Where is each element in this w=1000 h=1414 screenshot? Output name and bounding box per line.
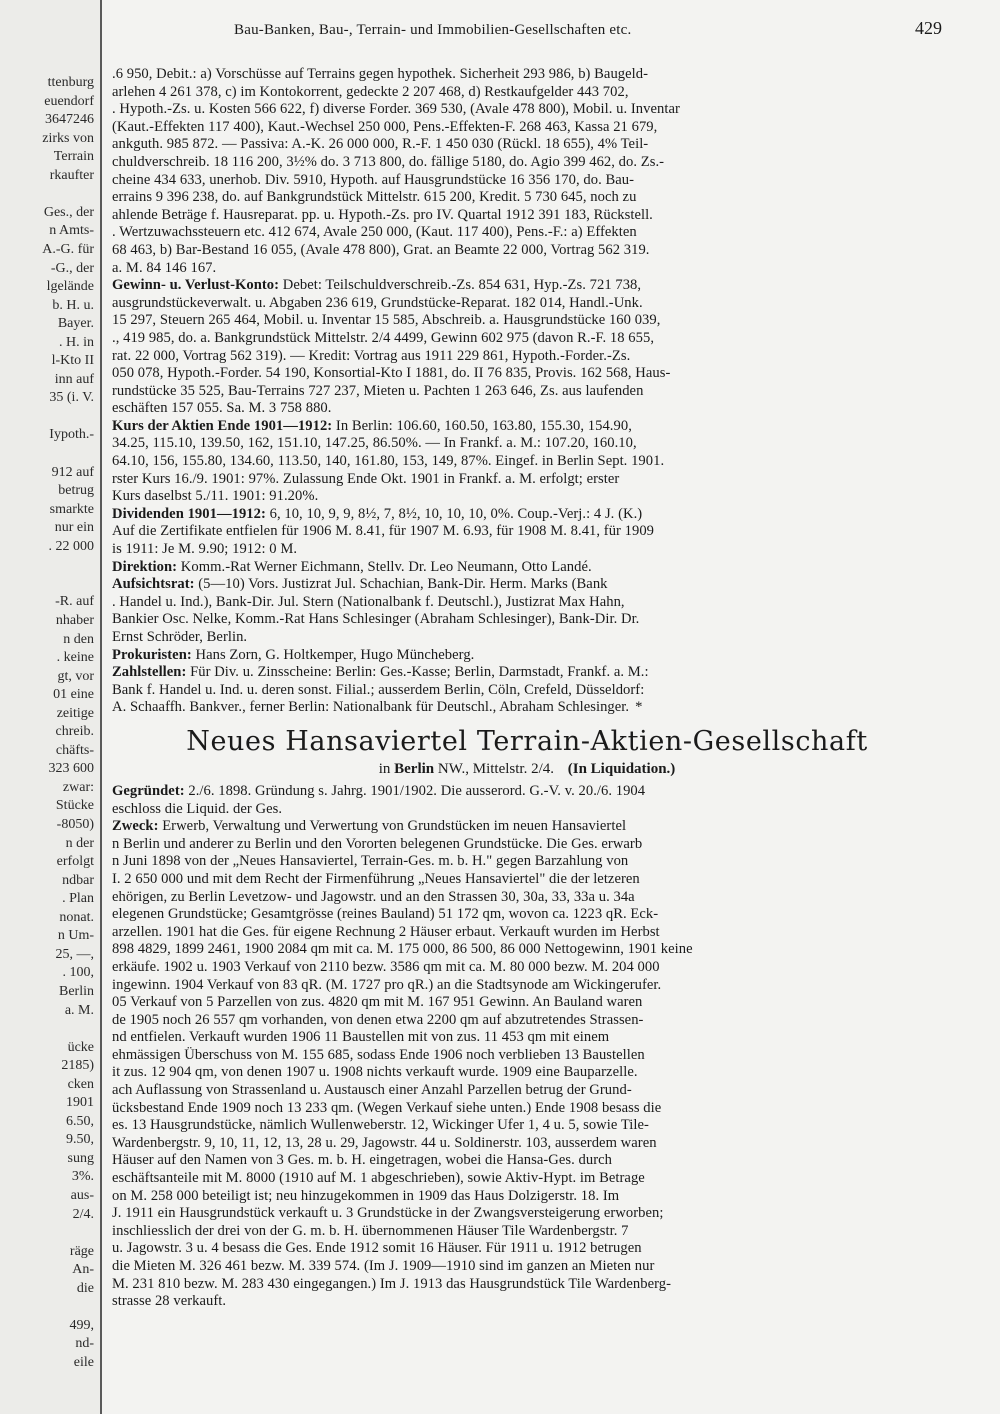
gutter-line: nur ein: [54, 520, 94, 536]
page-number: 429: [915, 18, 942, 38]
text-line: Kurs der Aktien Ende 1901—1912: In Berlin: 106.60, 160.50, 163.80, 155.30, 154.90,: [112, 417, 632, 434]
text-line: . Handel u. Ind.), Bank-Dir. Jul. Stern (Nationalbank f. Deutschl.), Justizrat Max Hahn,: [112, 593, 625, 610]
text-line: 898 4829, 1899 2461, 1900 2084 qm mit ca. M. 175 000, 86 500, 86 000 Nettogewinn, 1901 keine: [112, 941, 693, 958]
gutter-line: cken: [67, 1076, 94, 1092]
gutter-line: 499,: [69, 1317, 94, 1333]
text-line: errains 9 396 238, do. auf Bankgrundstück Mittelstr. 615 200, Kredit. 5 730 645, noch zu: [112, 189, 637, 206]
gutter-line: 35 (i. V.: [49, 390, 94, 406]
text-line: A. Schaaffh. Bankver., ferner Berlin: Nationalbank für Deutschl., Abraham Schlesinger. *: [112, 699, 643, 716]
text-line: 050 078, Hypoth.-Forder. 54 190, Konsortial-Kto I 1881, do. II 76 835, Provis. 162 568, Haus-: [112, 365, 671, 382]
gutter-line: Ges., der: [43, 204, 94, 220]
company-subheading: [112, 759, 942, 779]
gutter-line: chäfts-: [55, 742, 94, 758]
text-line: 15 297, Steuern 265 464, Mobil. u. Inventar 15 585, Abschreib. a. Hausgrundstücke 160 039,: [112, 312, 661, 329]
gutter-line: l-Kto II: [51, 353, 94, 369]
text-line: strasse 28 verkauft.: [112, 1293, 227, 1310]
text-line: n Juni 1898 von der „Neues Hansaviertel, Terrain-Ges. m. b. H." gegen Barzahlung von: [112, 853, 629, 870]
gutter-line: . H. in: [59, 334, 94, 350]
left-column-fragment: [0, 0, 102, 1414]
gutter-line: 6.50,: [66, 1113, 94, 1129]
text-line: die Mieten M. 326 461 bezw. M. 339 574. (Im J. 1909—1910 sind im ganzen an Mieten nur: [112, 1258, 655, 1274]
end-mark: *: [635, 699, 643, 716]
gutter-line: b. H. u.: [52, 297, 94, 313]
text-line: nd entfielen. Verkauft wurden 1906 11 Baustellen mit von zus. 11 453 qm mit einem: [112, 1029, 610, 1046]
text-line: Bankier Osc. Nelke, Komm.-Rat Hans Schlesinger (Abraham Schlesinger), Bank-Dir. Dr.: [112, 611, 640, 628]
text-line: .6 950, Debit.: a) Vorschüsse auf Terrains gegen hypothek. Sicherheit 293 986, b) Baugeld-: [112, 66, 649, 82]
text-line: Aufsichtsrat: (5—10) Vors. Justizrat Jul. Schachian, Bank-Dir. Herm. Marks (Bank: [112, 576, 608, 593]
gutter-line: . keine: [56, 650, 94, 666]
gutter-line: An-: [72, 1262, 94, 1278]
text-line: . Wertzuwachssteuern etc. 412 674, Avale 250 000, (Kaut. 117 400), Pens.-F.: a) Effekten: [112, 224, 637, 241]
text-line: I. 2 650 000 und mit dem Recht der Firmenführung „Neues Hansaviertel" die der letzeren: [112, 870, 640, 887]
gutter-line: lgelände: [46, 279, 94, 295]
location-address: NW., Mittelstr. 2/4.: [437, 760, 554, 777]
gutter-line: zirks von: [42, 130, 94, 146]
text-line: . Hypoth.-Zs. u. Kosten 566 622, f) diverse Forder. 369 530, (Avale 478 800), Mobil. u. Inventar: [112, 101, 680, 118]
gutter-line: -8050): [56, 817, 94, 832]
text-line: elegenen Grundstücke; Gesamtgrösse (reines Bauland) 51 172 qm, wovon ca. 1223 qR. Eck-: [112, 906, 659, 923]
gutter-line: erfolgt: [56, 854, 94, 870]
text-line: Häuser auf den Namen von 3 Ges. m. b. H. eingetragen, wobei die Hansa-Ges. durch: [112, 1152, 613, 1169]
previous-company-section: [112, 66, 942, 717]
text-line: Auf die Zertifikate entfielen für 1906 M. 8.41, für 1907 M. 6.93, für 1908 M. 8.41, für 1909: [112, 523, 655, 540]
text-line: a. M. 84 146 167.: [112, 259, 217, 276]
gutter-line: n der: [65, 835, 94, 851]
text-line: ausgrundstückeverwalt. u. Abgaben 236 619, Grundstücke-Reparat. 182 014, Handl.-Unk.: [112, 294, 643, 311]
text-line: rundstücke 35 525, Bau-Terrains 727 237, Mieten u. Pachten 1 263 646, Zs. aus laufenden: [112, 382, 644, 399]
text-line: Bank f. Handel u. Ind. u. deren sonst. Filial.; ausserdem Berlin, Cöln, Crefeld, Düsseldorf:: [112, 681, 645, 698]
text-line: n Berlin und anderer zu Berlin und den Vororten belegenen Grundstücke. Die Ges. erwarb: [112, 835, 643, 852]
gutter-line: Stücke: [55, 798, 94, 814]
gutter-line: ücke: [67, 1039, 94, 1055]
text-line: arzellen. 1901 hat die Ges. für eigene Rechnung 2 Häuser erbaut. Verkauft wurden im Herbst: [112, 923, 660, 940]
text-line: ehörigen, zu Berlin Levetzow- und Jagowstr. und an den Strassen 30, 30a, 33, 33a u. 34a: [112, 888, 635, 905]
text-line: ücksbestand Ende 1909 noch 13 233 qm. (Wegen Verkauf siehe unten.) Ende 1908 besass die: [112, 1099, 662, 1116]
text-line: 34.25, 115.10, 139.50, 162, 151.10, 147.25, 86.50%. — In Frankf. a. M.: 107.20, 160.10,: [112, 435, 637, 452]
gutter-line: sung: [67, 1150, 94, 1166]
text-line: Direktion: Komm.-Rat Werner Eichmann, Stellv. Dr. Leo Neumann, Otto Landé.: [112, 558, 592, 575]
gutter-line: Terrain: [53, 149, 94, 165]
gutter-line: 1901: [66, 1095, 94, 1111]
company-section: [112, 783, 942, 1311]
gutter-line: n Amts-: [49, 223, 94, 239]
location-city: Berlin: [394, 760, 435, 777]
text-line: ehmässigen Überschuss von M. 155 685, sodass Ende 1906 noch verblieben 13 Baustellen: [112, 1046, 645, 1063]
text-line: Gegründet: 2./6. 1898. Gründung s. Jahrg. 1901/1902. Die ausserord. G.-V. v. 20./6. 1904: [112, 782, 646, 799]
text-line: eschloss die Liquid. der Ges.: [112, 800, 283, 817]
text-line: rster Kurs 16./9. 1901: 97%. Zulassung Ende Okt. 1901 in Frankf. a. M. erfolgt; erster: [112, 470, 620, 487]
company-heading: Neues Hansaviertel Terrain-Aktien-Gesellschaft: [186, 725, 868, 757]
header-title: Bau-Banken, Bau-, Terrain- und Immobilien-Gesellschaften etc.: [234, 22, 632, 38]
text-line: J. 1911 ein Hausgrundstück verkauft u. 3 Grundstücke in der Zwangsversteigerung erworben;: [112, 1205, 664, 1222]
text-line: 68 463, b) Bar-Bestand 16 055, (Avale 478 800), Grat. an Beamte 22 000, Vortrag 562 319.: [112, 241, 650, 258]
gutter-line: 2/4.: [72, 1206, 94, 1222]
gutter-line: Bayer.: [57, 316, 94, 332]
text-line: Zweck: Erwerb, Verwaltung und Verwertung von Grundstücken im neuen Hansaviertel: [112, 818, 627, 835]
gutter-line: -G., der: [50, 260, 94, 276]
text-line: 64.10, 156, 155.80, 134.60, 113.50, 140, 161.80, 153, 149, 87%. Eingef. in Berlin Sept. 1901.: [112, 453, 665, 470]
text-line: ingewinn. 1904 Verkauf von 83 qR. (M. 1727 pro qR.) an die Stadtsynode am Wickingerufer.: [112, 976, 662, 993]
gutter-line: Iypoth.-: [49, 427, 94, 443]
text-line: 05 Verkauf von 5 Parzellen von zus. 4820 qm mit M. 167 951 Gewinn. An Bauland waren: [112, 994, 643, 1011]
text-line: de 1905 noch 26 557 qm vorhanden, von denen etwa 2200 qm auf abzutretendes Strassen-: [112, 1011, 644, 1028]
running-header: [112, 18, 942, 46]
text-line: it zus. 12 904 qm, von denen 1907 u. 1908 nichts verkauft wurde. 1909 eine Bauparzelle.: [112, 1064, 638, 1081]
text-line: chuldverschreib. 18 116 200, 3½% do. 3 713 800, do. fällige 5180, do. Agio 399 462, do. Zs.-: [112, 153, 665, 170]
text-line: M. 231 810 bezw. M. 283 430 eingegangen.) Im J. 1913 das Hausgrundstück Tile Wardenberg-: [112, 1275, 672, 1292]
text-line: ahlende Beträge f. Hausreparat. pp. u. Hypoth.-Zs. pro IV. Quartal 1912 391 183, Rückstell.: [112, 206, 653, 223]
gutter-line: betrug: [58, 483, 94, 499]
gutter-line: 01 eine: [53, 687, 94, 703]
gutter-line: 323 600: [48, 761, 94, 777]
gutter-line: 2185): [61, 1058, 94, 1074]
gutter-line: chreib.: [55, 724, 94, 740]
gutter-line: euendorf: [44, 93, 94, 109]
gutter-line: . 100,: [62, 965, 94, 981]
gutter-line: 9.50,: [66, 1132, 94, 1148]
gutter-line: ttenburg: [47, 75, 94, 90]
gutter-line: zeitige: [56, 705, 94, 721]
gutter-line: . Plan: [62, 891, 94, 907]
text-line: Prokuristen: Hans Zorn, G. Holtkemper, Hugo Müncheberg.: [112, 646, 475, 663]
gutter-line: nd-: [75, 1336, 94, 1352]
gutter-line: n den: [63, 631, 94, 647]
text-line: Dividenden 1901—1912: 6, 10, 10, 9, 9, 8½, 7, 8½, 10, 10, 10, 0%. Coup.-Verj.: 4 J. (K.): [112, 505, 643, 522]
text-line: is 1911: Je M. 9.90; 1912: 0 M.: [112, 541, 298, 558]
text-line: inschliesslich der drei von der G. m. b. H. übernommenen Häuser Tile Wardenbergstr. 7: [112, 1222, 629, 1239]
text-line: eschäftsanteile mit M. 8000 (1910 auf M. 1 abgeschrieben), sowie Aktiv-Hypt. im Betrage: [112, 1170, 645, 1187]
text-line: es. 13 Hausgrundstücke, nämlich Wullenweberstr. 12, Wickinger Ufer 1, 4 u. 5, sowie Tile-: [112, 1117, 649, 1134]
gutter-line: 912 auf: [51, 464, 94, 480]
gutter-line: -R. auf: [55, 594, 94, 610]
text-line: cheine 434 633, unerhob. Div. 5910, Hypoth. auf Hausgrundstücke 16 356 170, do. Bau-: [112, 171, 635, 188]
gutter-line: rkaufter: [49, 167, 94, 183]
gutter-line: n Um-: [57, 928, 94, 944]
text-line: ankguth. 985 872. — Passiva: A.-K. 26 000 000, R.-F. 1 450 030 (Rückl. 18 655), 4% Teil-: [112, 136, 649, 153]
gutter-line: aus-: [70, 1188, 94, 1203]
text-line: ach Auflassung von Strassenland u. Austausch einer Anzahl Parzellen betrug der Grund-: [112, 1082, 632, 1099]
text-line: arlehen 4 261 378, c) im Kontokorrent, gedeckte 2 207 468, d) Restkaufgelder 443 702,: [112, 83, 629, 100]
text-line: Ernst Schröder, Berlin.: [112, 629, 248, 645]
page-body: [112, 18, 942, 1398]
gutter-line: nonat.: [59, 909, 94, 925]
liquidation-status: (In Liquidation.): [567, 760, 676, 777]
gutter-line: gt, vor: [57, 668, 94, 684]
text-line: on M. 258 000 beteiligt ist; neu hinzugekommen in 1909 das Haus Dolzigerstr. 18. Im: [112, 1187, 620, 1204]
text-line: Wardenbergstr. 9, 10, 11, 12, 13, 28 u. 29, Jagowstr. 44 u. Soldinerstr. 103, ausserdem waren: [112, 1134, 657, 1151]
text-line: Zahlstellen: Für Div. u. Zinsscheine: Berlin: Ges.-Kasse; Berlin, Darmstadt, Frankf. a. M.:: [112, 664, 649, 681]
gutter-line: nhaber: [55, 612, 94, 628]
gutter-line: . 22 000: [48, 538, 94, 554]
gutter-line: eile: [73, 1354, 94, 1370]
gutter-line: 25, —,: [55, 946, 94, 962]
gutter-line: 3%.: [71, 1169, 94, 1185]
gutter-line: 3647246: [45, 112, 94, 128]
gutter-line: inn auf: [54, 371, 94, 387]
gutter-line: Berlin: [59, 983, 94, 999]
text-line: Gewinn- u. Verlust-Konto: Debet: Teilschuldverschreib.-Zs. 854 631, Hyp.-Zs. 721 738,: [112, 277, 642, 294]
text-line: eschäften 157 055. Sa. M. 3 758 880.: [112, 400, 332, 417]
text-line: Kurs daselbst 5./11. 1901: 91.20%.: [112, 488, 319, 505]
text-line: u. Jagowstr. 3 u. 4 besass die Ges. Ende 1912 somit 16 Häuser. Für 1911 u. 1912 betrugen: [112, 1240, 642, 1257]
gutter-line: ndbar: [62, 872, 94, 888]
gutter-line: die: [76, 1280, 94, 1296]
gutter-line: a. M.: [64, 1002, 94, 1018]
gutter-line: räge: [69, 1243, 94, 1259]
text-line: erkäufe. 1902 u. 1903 Verkauf von 2110 bezw. 3586 qm mit ca. M. 80 000 bezw. M. 204 000: [112, 958, 660, 975]
gutter-line: zwar:: [62, 779, 94, 795]
gutter-line: A.-G. für: [42, 241, 94, 257]
text-line: (Kaut.-Effekten 117 400), Kaut.-Wechsel 250 000, Pens.-Effekten-F. 268 463, Kassa 21 679,: [112, 118, 658, 135]
gutter-line: smarkte: [49, 501, 94, 517]
text-line: ., 419 985, do. a. Bankgrundstück Mittelstr. 2/4 4499, Gewinn 602 975 (davon R.-F. 18 655,: [112, 329, 655, 346]
location-prefix: in: [378, 760, 391, 777]
text-line: rat. 22 000, Vortrag 562 319). — Kredit: Vortrag aus 1911 229 861, Hypoth.-Forder.-Zs.: [112, 347, 631, 364]
